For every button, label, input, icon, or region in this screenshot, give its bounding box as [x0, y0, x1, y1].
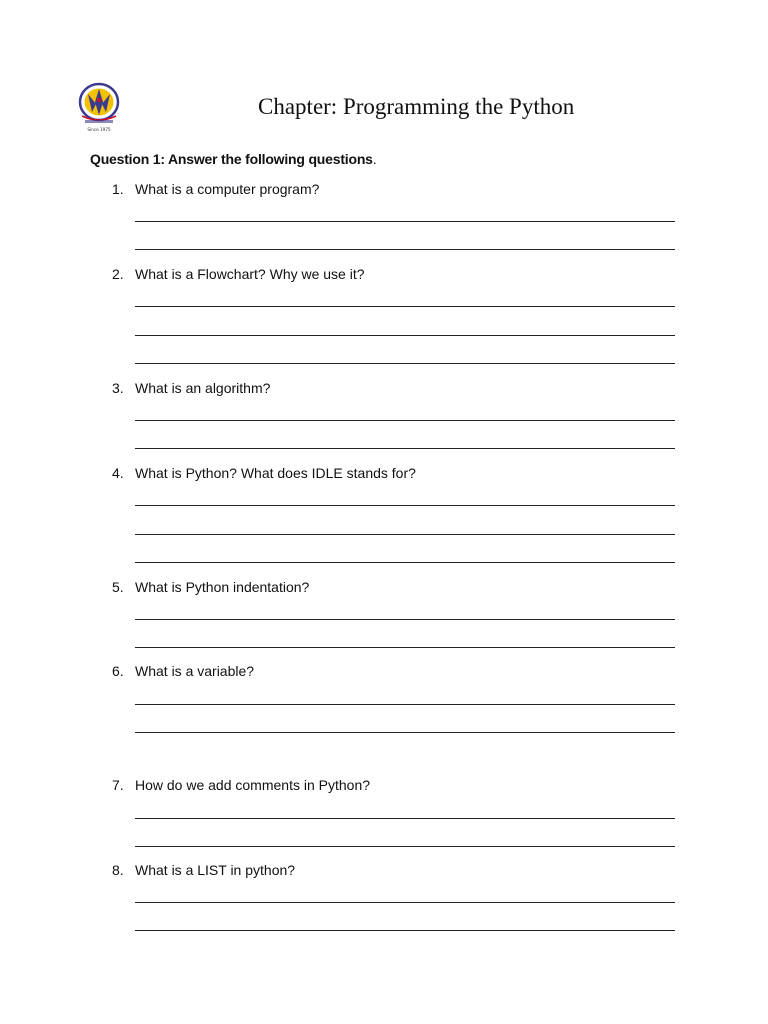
question-number: 2.: [112, 266, 124, 282]
section-heading-period: .: [372, 151, 377, 167]
question-text: What is a Flowchart? Why we use it?: [135, 266, 365, 282]
answer-line[interactable]: [135, 619, 675, 620]
answer-line[interactable]: [135, 930, 675, 931]
answer-line[interactable]: [135, 505, 675, 506]
answer-line[interactable]: [135, 420, 675, 421]
answer-line[interactable]: [135, 249, 675, 250]
answer-line[interactable]: [135, 647, 675, 648]
question-text: How do we add comments in Python?: [135, 777, 371, 793]
page-title: Chapter: Programming the Python: [258, 94, 575, 119]
answer-line[interactable]: [135, 448, 675, 449]
question-number: 6.: [112, 663, 124, 679]
question-text: What is a variable?: [135, 663, 255, 679]
question-text: What is an algorithm?: [135, 380, 271, 396]
answer-line[interactable]: [135, 335, 675, 336]
question-number: 8.: [112, 862, 124, 878]
answer-line[interactable]: [135, 363, 675, 364]
answer-line[interactable]: [135, 562, 675, 563]
question-number: 5.: [112, 579, 124, 595]
question-text: What is Python? What does IDLE stands for?: [135, 465, 416, 481]
question-number: 1.: [112, 181, 124, 197]
logo-caption: Since 1975: [87, 127, 111, 132]
question-text: What is a LIST in python?: [135, 862, 296, 878]
answer-line[interactable]: [135, 534, 675, 535]
answer-line[interactable]: [135, 846, 675, 847]
answer-line[interactable]: [135, 221, 675, 222]
school-logo: [76, 80, 122, 134]
answer-line[interactable]: [135, 306, 675, 307]
section-heading-text: Question 1: Answer the following questions: [90, 151, 373, 167]
answer-line[interactable]: [135, 732, 675, 733]
question-number: 3.: [112, 380, 124, 396]
answer-line[interactable]: [135, 704, 675, 705]
answer-line[interactable]: [135, 902, 675, 903]
question-number: 7.: [112, 777, 124, 793]
answer-line[interactable]: [135, 818, 675, 819]
section-heading: [90, 151, 376, 167]
question-number: 4.: [112, 465, 124, 481]
question-text: What is Python indentation?: [135, 579, 310, 595]
question-text: What is a computer program?: [135, 181, 320, 197]
